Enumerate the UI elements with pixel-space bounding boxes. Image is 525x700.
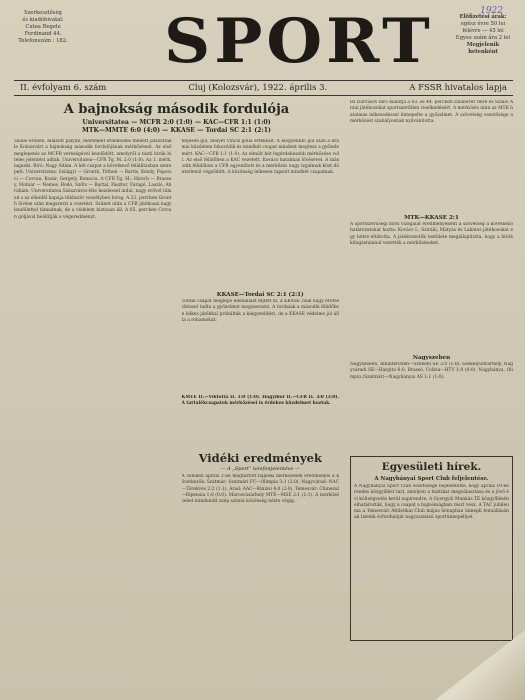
article-text: Szólló erőben, felázott pályán, mérsékelt érdeklődés mellett játszották le Kolozsvárt a bajnokság második fordulójának mérkőzéseit. Az első meglepetés az MCFR vereségével kezdődött, amelyről a tiszti bírák hiteles jelentést adtak. Universitatea—CFR Tg. M. 2:0 (1:0). Az 1. mérk. bajnoki. Bíró: Nagy Ádám. A két csapat a következő felállításban szerepelt: Universitatea: Szilágyi — Gronth, Tóthné — Bartis, Kézdy, Popovici — Corcan, Kozár, Gergely, Bonaciu. A CFR Tg. M.: Hirsch — Brassoy, Molnár — Nemes, Bodó, Szőts — Bartal, Pásztor, Faragó, Laszló, Ábrahám. Universitatea Szászváros-féle kezdéssel indul, nagy erővel támad s az ellenfél kapuja többször veszélyben forog. A 22. percben Gronth lövése után megszerzi a vezetést. Szünet után a CFR játékosai nagy lendülettel támadnak, de a védelem biztosan áll. A 65. percben Corcan góljával beállítják a végeredményt. <box>14 139 172 220</box>
article-column-1 <box>14 139 172 694</box>
article-text: Nagyszeben, Infanteristen—Szebeni SE 2:0 (1:0). Székelyudvarhely, Nagyváradi SE—Hargita 6:0. Brassó, Colțea—HTV 1:0 (0:0). Nagybánya, Olimpia (Szatmár)—Nagybányai AS 1:1 (1:0). <box>350 362 513 380</box>
masthead <box>14 5 513 94</box>
article-column-2 <box>182 139 340 694</box>
section-subhead: KKASE—Tordai SC 2:1 (2:1) <box>216 292 304 298</box>
regional-results-headline: Vidéki eredmények <box>198 451 322 465</box>
article-columns <box>14 139 339 694</box>
dateline-bar <box>14 80 513 96</box>
article-text: lel Darvasov bíró kiállítja a 43. és 44. percben Dauberer Imre és Szabó Antal játékosokat sportszerűtlen viselkedésért. A mérkőzés után az MTK hatalmas lelkesedéssel ünnepelte a győzelmet. A szövetség vezetősége a mérkőzést szabályosnak nyilvánította. <box>350 100 513 124</box>
club-news-headline: Egyesületi hírek. <box>381 461 482 473</box>
right-column <box>350 100 513 641</box>
section-subhead: MTK—KKASE 2:1 <box>404 215 459 221</box>
publisher-info: Szerkesztőség és kiadóhivatal: Cutea Regele Ferdinand 44. Telefonszám : 182. <box>18 10 68 44</box>
article-text: Tordai csapat meglepő ellenállást fejtett ki, a KKASE csak nagy erőfeszítéssel tudta a győzelmet megszerezni. A tordaiak a második félidőben lelkes játékkal próbálták a kiegyenlítést, de a KKASE védelme jól állta a rohamokat. <box>181 299 339 323</box>
newspaper-title: SPORT <box>164 5 434 78</box>
article-text: A Nagybányai Sport Club vezetősége bejelentette, hogy április 10-én rendes közgyűlést tart, amelyen a tisztikar megválasztása és a jövő évi költségvetés kerül napirendre. A Gyergyói Munkás TE közgyűlésén elhatározták, hogy a csapat a bajnokságban részt vesz. A TAC jubileuma a Temesvári Athletikai Club május hónapban ünnepli fennállásának tizedik évfordulóját nagyszabású sportünnepéllyel. <box>354 484 509 521</box>
article-text: teljesen gól, melyet Vinczi góllá értékesít. A kiegyenlítő gól után a drámai küzdelem fokozódik és mindkét csapat mindent megtesz a győzelemért. KAC—CFR 1:1 (1:0). Az elmúlt hét legérdekesebb mérkőzése volt. Az első félidőben a KAC vezetett, Kovács hatalmas lövésével. A második félidőben a CFR egyenlített és a mérkőzés nagy izgalmak közt döntetlenül végződött. A közönség lelkesen tapsolt mindkét csapatnak. <box>181 139 339 176</box>
main-headline: A bajnokság második fordulója <box>63 102 290 117</box>
article-text: A vidéken április 2-án megtartott bajnoki mérkőzések eredményei a következők: Szatmár: Szatmári FC—Olimpia 3:1 (2:0). Nagyvárad: NAC—Törekvés 2:2 (1:1). Arad: AAC—Kinizsi 4:0 (2:0). Temesvár: Chinezul—Ripensia 1:0 (0:0). Marosvásárhely MTE—MSE 2:1 (1:1). A mérkőzéseket mindenütt szép számú közönség nézte végig. <box>181 474 339 505</box>
subscription-info: Előfizetési árak: egész évre 50 lei félévre — 45 lei Egyes szám ára 2 lei Megjelenik hetenként <box>455 14 511 55</box>
main-article <box>14 100 339 694</box>
article-text: A sportszerűségi bírói vizsgálat eredményeként a szövetség a következő határozatokat hozta: Kovács I., Sziráki, Mátyás és Lakatos játékosokat egy hétre eltiltotta. A játékvezetők testülete megállapította, hogy a bírók kifogástalanul vezették a mérkőzéseket. <box>350 222 513 246</box>
results-line-2: MTK—MMTE 6:0 (4:0) — KKASE — Tordai SC 2:1 (2:1) <box>82 127 271 134</box>
results-line-1: Universitatea — MCFR 2:0 (1:0) — KAC—CFR 1:1 (1:0) <box>82 119 271 126</box>
club-news-subhead: A Nagybányai Sport Club feljelentése. <box>374 476 489 482</box>
volume-number: II. évfolyam 6. szám <box>20 83 107 93</box>
section-subhead: Nagyszeben <box>412 355 451 361</box>
official-paper-label: A FSSR hivatalos lapja <box>409 83 507 93</box>
handwritten-note: 1922 <box>480 6 503 16</box>
regional-results-subhead: — A „Sport” telefonjelentése — <box>220 466 301 472</box>
club-news-box <box>350 456 513 641</box>
article-text: KMTE II.—Viktoria II. 1:0 (1:0). Hagyibor II.—CFR II. 3:0 (3:0). A tartalékcsapatok mérkőzései is érdekes küzdelmet hoztak. <box>181 395 339 407</box>
issue-date: Cluj (Kolozsvár), 1922. április 3. <box>188 83 328 93</box>
